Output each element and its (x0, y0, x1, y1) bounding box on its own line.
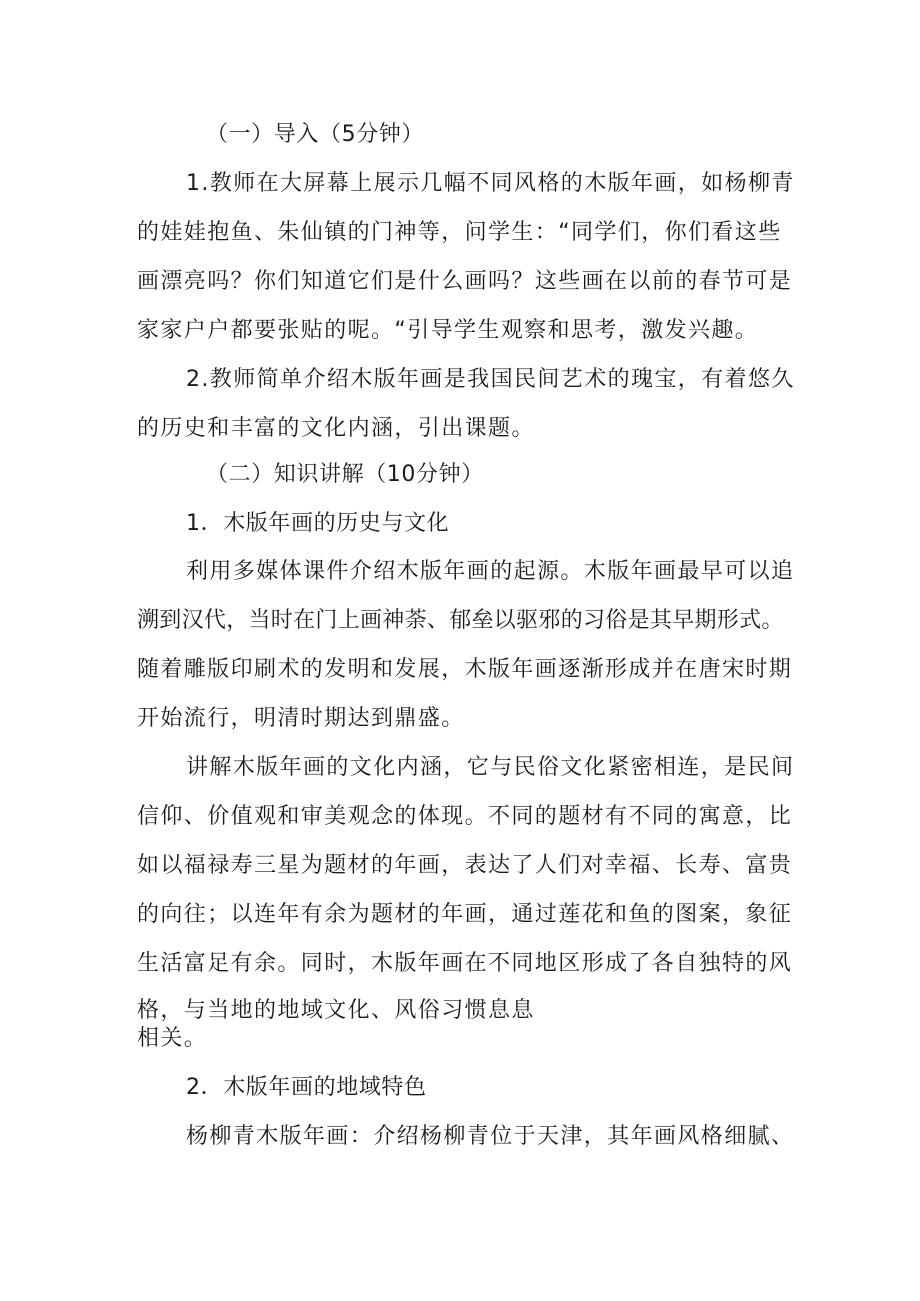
subsection-title-history: 1．木版年画的历史与文化 (186, 511, 450, 536)
paragraph-line: 的向往；以连年有余为题材的年画，通过莲花和鱼的图案，象征 (137, 902, 793, 927)
paragraph-line: 如以福禄寿三星为题材的年画，表达了人们对幸福、长寿、富贵 (137, 853, 793, 878)
paragraph-line: 家家户户都要张贴的呢。“引导学生观察和思考，激发兴趣。 (137, 318, 759, 343)
paragraph-line: 讲解木版年画的文化内涵，它与民俗文化紧密相连，是民间 (186, 755, 795, 780)
section-heading-knowledge: （二）知识讲解（10分钟） (206, 462, 484, 487)
paragraph-line: 杨柳青木版年画：介绍杨柳青位于天津，其年画风格细腻、 (186, 1124, 795, 1149)
paragraph-line: 生活富足有余。同时，木版年画在不同地区形成了各自独特的风 (137, 951, 793, 976)
paragraph-line: 1.教师在大屏幕上展示几幅不同风格的木版年画，如杨柳青 (186, 171, 795, 196)
section-heading-intro: （一）导入（5分钟） (206, 122, 424, 147)
paragraph-line: 开始流行，明清时期达到鼎盛。 (137, 706, 465, 731)
paragraph-line: 相关。 (137, 1026, 208, 1051)
paragraph-line: 的历史和丰富的文化内涵，引出课题。 (137, 416, 535, 441)
paragraph-line: 随着雕版印刷术的发明和发展，木版年画逐渐形成并在唐宋时期 (137, 657, 793, 682)
paragraph-line: 画漂亮吗？你们知道它们是什么画吗？这些画在以前的春节可是 (137, 269, 793, 294)
paragraph-line: 格，与当地的地域文化、风俗习惯息息 (137, 998, 535, 1023)
paragraph-line: 信仰、价值观和审美观念的体现。不同的题材有不同的寓意，比 (137, 804, 793, 829)
paragraph-line: 溯到汉代，当时在门上画神荼、郁垒以驱邪的习俗是其早期形式。 (137, 608, 784, 633)
paragraph-line: 利用多媒体课件介绍木版年画的起源。木版年画最早可以追 (186, 559, 795, 584)
subsection-title-regional: 2．木版年画的地域特色 (186, 1075, 427, 1100)
paragraph-line: 2.教师简单介绍木版年画是我国民间艺术的瑰宝，有着悠久 (186, 367, 795, 392)
paragraph-line: 的娃娃抱鱼、朱仙镇的门神等，问学生：“同学们，你们看这些 (137, 220, 782, 245)
